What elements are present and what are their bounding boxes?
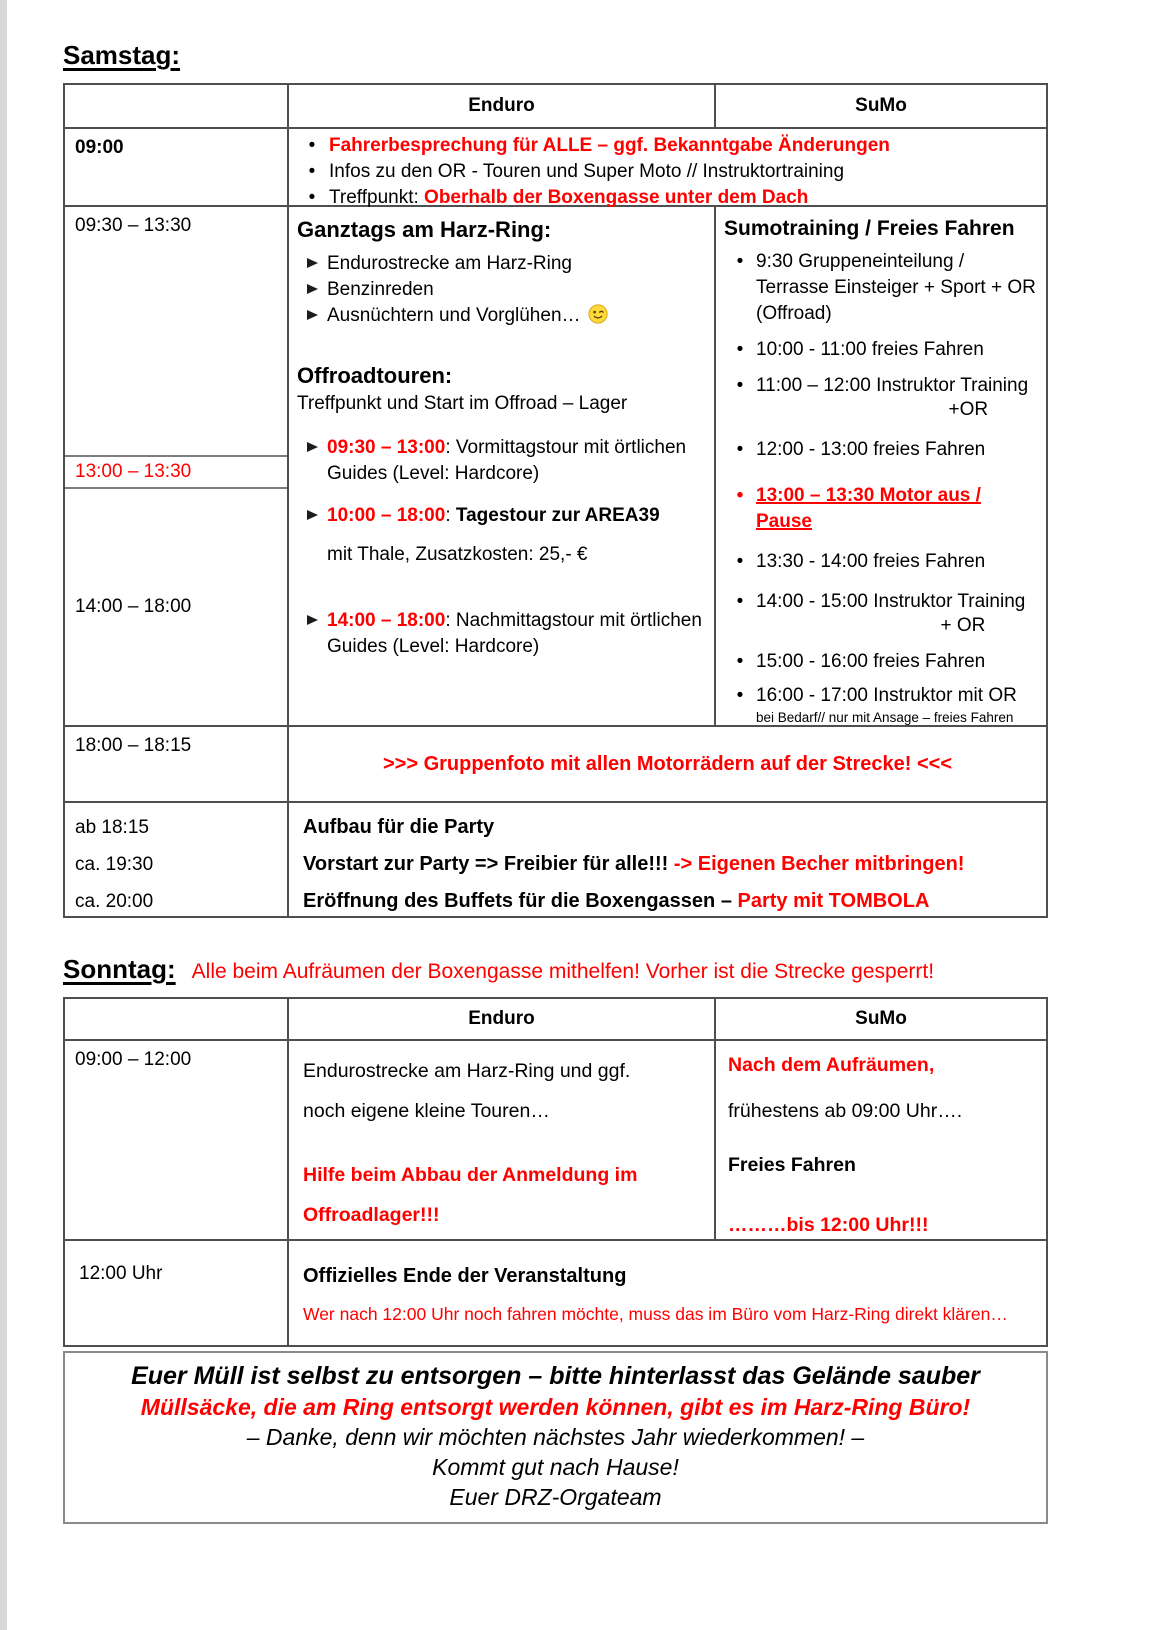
bullet-icon: • <box>736 651 744 672</box>
tour-afternoon: 14:00 – 18:00: Nachmittagstour mit örtlichen Guides (Level: Hardcore) <box>297 608 706 660</box>
briefing-line-3: • Treffpunkt: Oberhalb der Boxengasse unter dem Dach <box>295 185 1040 211</box>
table-header-row <box>65 85 1046 127</box>
tour-day-note: mit Thale, Zusatzkosten: 25,- € <box>327 544 588 565</box>
enduro-heading: Ganztags am Harz-Ring: <box>297 217 552 242</box>
briefing-cell <box>287 129 1046 208</box>
page-title-sonntag: Sonntag: <box>63 954 176 984</box>
time-gruppenfoto: 18:00 – 18:15 <box>75 735 192 756</box>
schedule-table-samstag <box>63 83 1048 918</box>
sumo-item: • 13:30 - 14:00 freies Fahren <box>724 549 1040 575</box>
header-time-cell <box>65 85 287 127</box>
footer-notice-box <box>63 1351 1048 1524</box>
column-header-sumo: SuMo <box>714 999 1046 1039</box>
footer-line-5: Euer DRZ-Orgateam <box>449 1484 662 1510</box>
briefing-line-2: • Infos zu den OR - Touren und Super Moto // Instruktortraining <box>295 159 1040 185</box>
sumo-item-note: bei Bedarf// nur mit Ansage – freies Fahren <box>756 710 1014 725</box>
row-main-program <box>65 205 1046 725</box>
column-header-enduro: Enduro <box>287 85 714 127</box>
party-line-1: Aufbau für die Party <box>303 816 495 838</box>
footer-line-2: Müllsäcke, die am Ring entsorgt werden können, gibt es im Harz-Ring Büro! <box>140 1394 971 1420</box>
arrow-bullet-icon <box>297 435 327 487</box>
bullet-icon: • <box>736 251 744 272</box>
bullet-icon: • <box>736 375 744 396</box>
footer-line-1: Euer Müll ist selbst zu entsorgen – bitte hinterlasst das Gelände sauber <box>131 1362 980 1390</box>
footer-line-4: Kommt gut nach Hause! <box>432 1454 679 1480</box>
column-header-enduro: Enduro <box>287 999 714 1039</box>
bullet-icon: • <box>308 187 316 208</box>
time-sonntag-morning: 09:00 – 12:00 <box>75 1049 192 1070</box>
arrow-bullet-icon <box>297 608 327 660</box>
time-pause: 13:00 – 13:30 <box>65 457 287 489</box>
bullet-icon: • <box>736 485 744 506</box>
arrow-bullet-icon <box>297 251 327 277</box>
sonntag-note: Alle beim Aufräumen der Boxengasse mithelfen! Vorher ist die Strecke gesperrt! <box>191 960 935 983</box>
list-item: Ausnüchtern und Vorglühen… <box>297 303 706 329</box>
sumo-item: • 14:00 - 15:00 Instruktor Training + OR <box>724 589 1040 637</box>
page-edge <box>0 0 7 1630</box>
party-line-2: Vorstart zur Party => Freibier für alle!!! -> Eigenen Becher mitbringen! <box>303 853 965 875</box>
wink-smiley-icon <box>587 303 609 325</box>
page-title-samstag: Samstag: <box>63 40 181 70</box>
row-party <box>65 801 1046 916</box>
sumo-heading: Sumotraining / Freies Fahren <box>724 217 1015 240</box>
sumo-item: • 11:00 – 12:00 Instruktor Training +OR <box>724 373 1040 421</box>
briefing-line-1: • Fahrerbesprechung für ALLE – ggf. Bekanntgabe Änderungen <box>295 133 1040 159</box>
bullet-icon: • <box>736 591 744 612</box>
party-line-3: Eröffnung des Buffets für die Boxengassen – Party mit TOMBOLA <box>303 890 930 912</box>
offroad-subheading: Treffpunkt und Start im Offroad – Lager <box>297 393 628 414</box>
arrow-bullet-icon <box>297 503 327 529</box>
footer-line-3: – Danke, denn wir möchten nächstes Jahr wiederkommen! – <box>246 1424 865 1450</box>
sonntag-sumo-cell: Nach dem Aufräumen, frühestens ab 09:00 Uhr…. Freies Fahren ………bis 12:00 Uhr!!! <box>714 1041 1046 1239</box>
table-header-row <box>65 999 1046 1039</box>
bullet-icon: • <box>736 339 744 360</box>
schedule-document <box>63 0 1048 1524</box>
column-header-sumo: SuMo <box>714 85 1046 127</box>
row-sonntag-morning <box>65 1039 1046 1239</box>
list-item: Endurostrecke am Harz-Ring <box>297 251 706 277</box>
tour-morning: 09:30 – 13:00: Vormittagstour mit örtlichen Guides (Level: Hardcore) <box>297 435 706 487</box>
time-0900: 09:00 <box>75 137 124 158</box>
sonntag-enduro-cell: Endurostrecke am Harz-Ring und ggf. noch eigene kleine Touren… Hilfe beim Abbau der Anmeldung im Offroadlager!!! <box>287 1041 714 1239</box>
row-gruppenfoto <box>65 725 1046 801</box>
sumo-program-cell <box>714 207 1046 725</box>
event-end-cell: Offizielles Ende der Veranstaltung Wer nach 12:00 Uhr noch fahren möchte, muss das im Büro vom Harz-Ring direkt klären… <box>287 1241 1046 1345</box>
enduro-help-note: Hilfe beim Abbau der Anmeldung im Offroadlager!!! <box>303 1164 638 1226</box>
sumo-item: • 15:00 - 16:00 freies Fahren <box>724 649 1040 675</box>
bullet-icon: • <box>308 135 316 156</box>
time-column <box>65 207 287 725</box>
offroad-heading: Offroadtouren: <box>297 363 453 388</box>
sumo-item: • 16:00 - 17:00 Instruktor mit OR <box>724 683 1040 709</box>
bullet-icon: • <box>736 685 744 706</box>
enduro-item-list <box>297 251 706 329</box>
bullet-icon: • <box>736 439 744 460</box>
sumo-item: • 12:00 - 13:00 freies Fahren <box>724 437 1040 463</box>
time-event-end: 12:00 Uhr <box>79 1263 163 1284</box>
schedule-table-sonntag <box>63 997 1048 1347</box>
list-item: Benzinreden <box>297 277 706 303</box>
enduro-program-cell <box>287 207 714 725</box>
tour-day: 10:00 – 18:00: Tagestour zur AREA39 <box>297 503 706 529</box>
arrow-bullet-icon <box>297 277 327 303</box>
bullet-icon: • <box>308 161 316 182</box>
time-morning: 09:30 – 13:30 <box>65 207 287 457</box>
time-afternoon: 14:00 – 18:00 <box>75 596 192 617</box>
bullet-icon: • <box>736 551 744 572</box>
sumo-item-pause: • 13:00 – 13:30 Motor aus / Pause <box>724 483 1040 535</box>
sumo-item: • 10:00 - 11:00 freies Fahren <box>724 337 1040 363</box>
header-time-cell <box>65 999 287 1039</box>
arrow-bullet-icon <box>297 303 327 329</box>
page-title-sonntag-row <box>63 954 1048 985</box>
row-briefing <box>65 127 1046 208</box>
party-times: ab 18:15 ca. 19:30 ca. 20:00 <box>75 817 154 912</box>
gruppenfoto-cell: >>> Gruppenfoto mit allen Motorrädern auf der Strecke! <<< <box>287 727 1046 801</box>
row-event-end <box>65 1239 1046 1345</box>
party-cell <box>287 803 1046 916</box>
sumo-item: • 9:30 Gruppeneinteilung / Terrasse Einsteiger + Sport + OR (Offroad) <box>724 249 1040 327</box>
